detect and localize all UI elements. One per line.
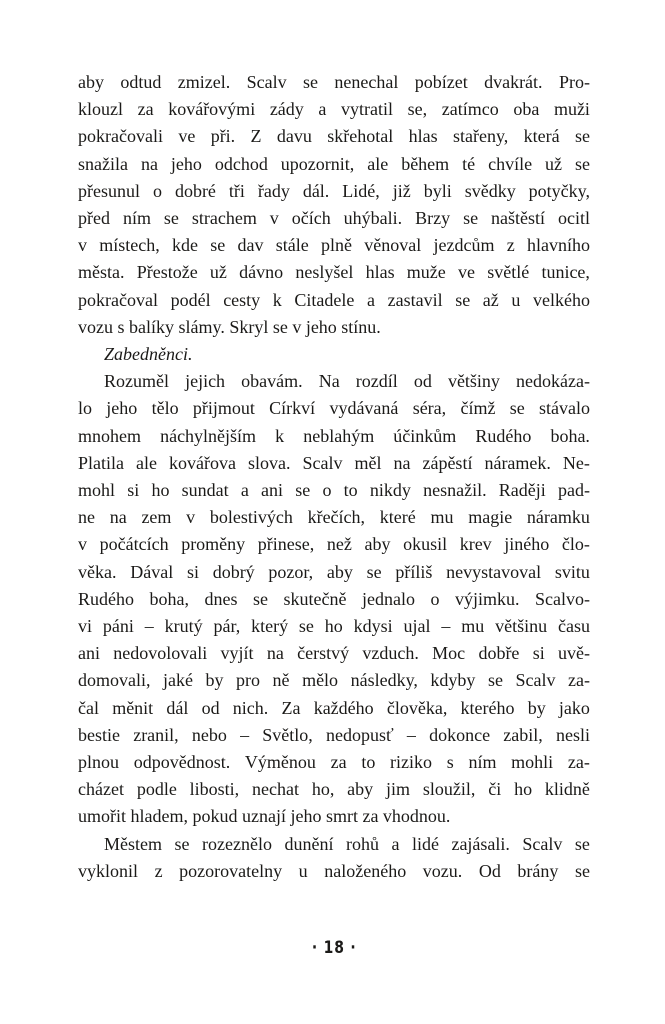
page-footer [78,938,590,958]
paragraph [78,69,590,341]
text-line: bestie zranil, nebo – Světlo, nedopusť – dokonce zabil, nesli [78,724,590,745]
page-number: · 18 · [311,938,357,958]
text-line: ne na zem v bolestivých křečích, které mu magie náramku [78,507,590,528]
text-line: Platila ale kovářova slova. Scalv měl na zápěstí náramek. Ne- [78,452,590,473]
text-line: plnou odpovědnost. Výměnou za to riziko s ním mohli za- [78,752,590,773]
text-line: vi páni – krutý pár, který se ho kdysi ujal – mu většinu času [78,616,590,637]
text-line: před ním se strachem v očích uhýbali. Brzy se naštěstí ocitl [78,208,590,229]
text-line: ani nedovolovali vyjít na čerstvý vzduch. Moc dobře si uvě- [78,643,590,664]
text-line: Městem se rozeznělo dunění rohů a lidé zajásali. Scalv se [104,833,590,854]
text-line: domovali, jaké by pro ně mělo následky, kdyby se Scalv za- [78,670,590,691]
paragraph [78,831,590,885]
text-line: snažila na jeho odchod upozornit, ale během té chvíle už se [78,153,590,174]
text-line: klouzl za kovářovými zády a vytratil se, zatímco oba muži [78,99,590,120]
text-line: mohl si ho sundat a ani se o to nikdy nesnažil. Raději pad- [78,480,590,501]
text-line: v počátcích proměny přinese, než aby okusil krev jiného člo- [78,534,590,555]
text-line: Rudého boha, dnes se skutečně jednalo o výjimku. Scalvo- [78,588,590,609]
text-line: pokračovali ve při. Z davu skřehotal hlas stařeny, která se [78,126,590,147]
text-block [78,69,590,885]
text-line: vozu s balíky slámy. Skryl se v jeho stínu. [78,316,381,337]
paragraph [78,341,590,368]
text-line: umořit hladem, pokud uznají jeho smrt za vhodnou. [78,806,451,827]
text-line: Zabedněnci. [104,344,193,365]
text-line: cházet podle libosti, nechat ho, aby jim sloužil, či ho klidně [78,779,590,800]
text-line: pokračoval podél cesty k Citadele a zastavil se až u velkého [78,289,590,310]
text-line: čal měnit dál od nich. Za každého člověka, kterého by jako [78,697,590,718]
text-line: mnohem náchylnějším k neblahým účinkům Rudého boha. [78,425,590,446]
text-line: vyklonil z pozorovatelny u naloženého vozu. Od brány se [78,860,590,881]
text-line: Rozuměl jejich obavám. Na rozdíl od většiny nedokáza- [104,371,590,392]
text-line: přesunul o dobré tři řady dál. Lidé, již byli svědky potyčky, [78,180,590,201]
text-line: aby odtud zmizel. Scalv se nenechal pobízet dvakrát. Pro- [78,72,590,92]
text-line: věka. Dával si dobrý pozor, aby se příliš nevystavoval svitu [78,561,590,582]
text-line: města. Přestože už dávno neslyšel hlas muže ve světlé tunice, [78,262,590,283]
paragraph [78,368,590,830]
text-line: v místech, kde se dav stále plně věnoval jezdcům z hlavního [78,235,590,256]
text-line: lo jeho tělo přijmout Církví vydávaná séra, čímž se stávalo [78,398,590,419]
